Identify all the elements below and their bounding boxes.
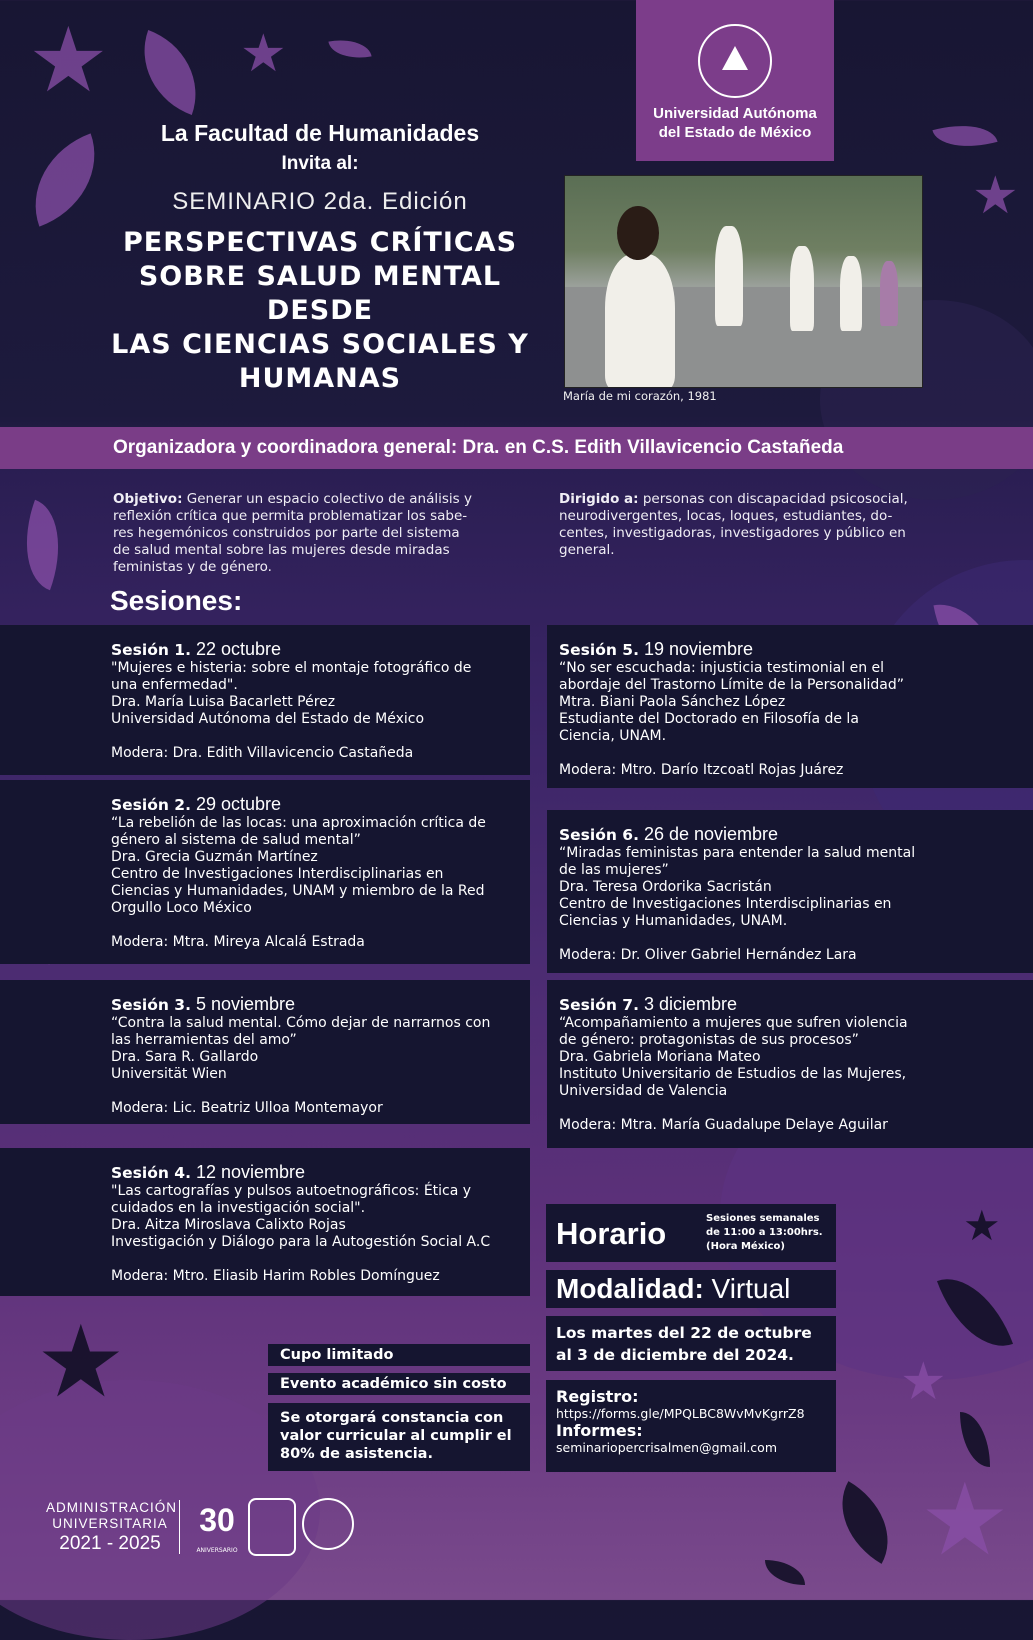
session-number: Sesión 6. — [559, 826, 639, 844]
title-line: HUMANAS — [238, 363, 402, 394]
invite-line: La Facultad de Humanidades — [160, 120, 480, 146]
anniversary-logo-icon: 30 ANIVERSARIO — [193, 1498, 241, 1556]
session-date: 19 noviembre — [638, 639, 754, 659]
session-detail: “Contra la salud mental. Cómo dejar de narrarnos con — [111, 1015, 491, 1031]
admin-years: 2021 - 2025 — [59, 1533, 161, 1554]
leaf-decoration — [328, 35, 371, 64]
session-detail: Dra. Sara R. Gallardo — [111, 1049, 259, 1065]
modality-label: Modalidad: — [556, 1273, 704, 1304]
free-event-badge: Evento académico sin costo — [268, 1373, 530, 1395]
session-date: 12 noviembre — [190, 1162, 306, 1182]
modality-value: Virtual — [703, 1273, 791, 1304]
session-detail: Dra. María Luisa Bacarlett Pérez — [111, 694, 336, 710]
admin-line: ADMINISTRACIÓN — [46, 1500, 178, 1515]
dates-box — [546, 1316, 836, 1371]
schedule-box — [546, 1204, 836, 1262]
session-card — [0, 1148, 530, 1296]
audience-text: general. — [559, 542, 615, 558]
session-detail: "Las cartografías y pulsos autoetnográficos: Ética y — [111, 1183, 472, 1199]
session-detail: Dra. Aitza Miroslava Calixto Rojas — [111, 1217, 346, 1233]
admin-line: UNIVERSITARIA — [52, 1516, 168, 1531]
session-date: 5 noviembre — [190, 994, 296, 1014]
dates-line: al 3 de diciembre del 2024. — [556, 1346, 794, 1364]
schedule-detail-line: de 11:00 a 13:00hrs. — [706, 1227, 823, 1238]
star-decoration: ★ — [28, 8, 109, 113]
session-moderator: Modera: Dr. Oliver Gabriel Hernández Lara — [559, 947, 857, 963]
session-detail: “Acompañamiento a mujeres que sufren violencia — [559, 1015, 908, 1031]
faculty-seal-icon — [248, 1498, 296, 1556]
audience-text: personas con discapacidad psicosocial, — [638, 491, 908, 507]
session-moderator: Modera: Mtra. María Guadalupe Delaye Aguilar — [559, 1117, 888, 1133]
audience-text: centes, investigadoras, investigadores y público en — [559, 525, 906, 541]
title-line: PERSPECTIVAS CRÍTICAS — [122, 227, 518, 258]
session-moderator: Modera: Mtro. Darío Itzcoatl Rojas Juárez — [559, 762, 844, 778]
session-detail: “La rebelión de las locas: una aproximación crítica de — [111, 815, 486, 831]
title-line: SOBRE SALUD MENTAL — [138, 261, 502, 292]
session-card — [547, 980, 1033, 1148]
certificate-line: valor curricular al cumplir el — [280, 1428, 512, 1444]
certificate-line: 80% de asistencia. — [280, 1446, 433, 1462]
info-email-link[interactable]: seminariopercrisalmen@gmail.com — [556, 1440, 777, 1455]
star-decoration: ★ — [240, 24, 287, 84]
star-decoration: ★ — [963, 1201, 1001, 1250]
leaf-decoration — [765, 1560, 805, 1585]
title-line: DESDE — [266, 295, 374, 326]
session-detail: “Miradas feministas para entender la salud mental — [559, 845, 916, 861]
university-seal-icon — [698, 24, 772, 98]
star-decoration: ★ — [900, 1352, 947, 1412]
star-decoration: ★ — [972, 166, 1019, 226]
leaf-decoration — [821, 1481, 909, 1564]
session-detail: Centro de Investigaciones Interdisciplinarias en — [111, 866, 444, 882]
session-date: 22 octubre — [190, 639, 282, 659]
session-date: 3 diciembre — [638, 994, 738, 1014]
session-number: Sesión 3. — [111, 996, 191, 1014]
star-decoration: ★ — [920, 1461, 1010, 1578]
session-detail: las herramientas del amo” — [111, 1032, 297, 1048]
sessions-heading: Sesiones: — [110, 585, 243, 616]
audience-paragraph — [559, 491, 979, 559]
session-detail: abordaje del Trastorno Límite de la Personalidad” — [559, 677, 905, 693]
film-still-photo — [564, 175, 923, 388]
session-card — [0, 980, 530, 1124]
session-detail: de género: protagonistas de sus procesos” — [559, 1032, 859, 1048]
photo-figure — [790, 246, 814, 331]
photo-figure — [880, 261, 898, 326]
leaf-decoration — [126, 30, 214, 115]
objective-text: res hegemónicos construidos por parte del sistema — [113, 525, 460, 541]
schedule-detail-line: (Hora México) — [706, 1241, 785, 1252]
registration-label: Registro: — [556, 1387, 639, 1406]
schedule-detail — [706, 1212, 823, 1254]
session-moderator: Modera: Dra. Edith Villavicencio Castañeda — [111, 745, 414, 761]
star-decoration: ★ — [36, 1303, 126, 1420]
session-card — [547, 810, 1033, 973]
session-detail: Dra. Teresa Ordorika Sacristán — [559, 879, 772, 895]
session-detail: Ciencias y Humanidades, UNAM y miembro de la Red — [111, 883, 485, 899]
leaf-decoration — [960, 1412, 990, 1467]
leaf-decoration — [8, 500, 78, 591]
logo-caption: ANIVERSARIO — [196, 1547, 238, 1554]
session-detail: género al sistema de salud mental” — [111, 832, 361, 848]
session-card — [0, 625, 530, 775]
administration-logo — [46, 1500, 178, 1554]
session-number: Sesión 4. — [111, 1164, 191, 1182]
session-detail: Centro de Investigaciones Interdisciplinarias en — [559, 896, 892, 912]
session-date: 29 octubre — [190, 794, 282, 814]
objective-label: Objetivo: — [113, 491, 183, 507]
session-moderator: Modera: Mtro. Eliasib Harim Robles Domínguez — [111, 1268, 440, 1284]
organizer-banner: Organizadora y coordinadora general: Dra. en C.S. Edith Villavicencio Castañeda — [0, 427, 1033, 469]
session-detail: Investigación y Diálogo para la Autogestión Social A.C — [111, 1234, 491, 1250]
objective-text: de salud mental sobre las mujeres desde miradas — [113, 542, 450, 558]
session-moderator: Modera: Mtra. Mireya Alcalá Estrada — [111, 934, 365, 950]
photo-figure — [715, 226, 743, 326]
session-detail: Universidad Autónoma del Estado de México — [111, 711, 425, 727]
session-detail: Orgullo Loco México — [111, 900, 252, 916]
session-detail: Ciencia, UNAM. — [559, 728, 667, 744]
university-name-line: Universidad Autónoma — [653, 105, 817, 122]
certificate-note — [268, 1403, 530, 1471]
session-detail: Estudiante del Doctorado en Filosofía de la — [559, 711, 859, 727]
university-name-line: del Estado de México — [658, 124, 812, 141]
dates-line: Los martes del 22 de octubre — [556, 1324, 812, 1342]
schedule-label: Horario — [556, 1216, 667, 1251]
seminar-edition: SEMINARIO 2da. Edición — [172, 188, 468, 215]
session-card — [0, 780, 530, 964]
photo-figure — [605, 254, 675, 388]
objective-text: Generar un espacio colectivo de análisis y — [182, 491, 472, 507]
seminar-title — [105, 226, 535, 396]
session-detail: Dra. Gabriela Moriana Mateo — [559, 1049, 761, 1065]
invite-subline: Invita al: — [281, 153, 359, 174]
session-detail: Ciencias y Humanidades, UNAM. — [559, 913, 788, 929]
audience-text: neurodivergentes, locas, loques, estudiantes, do- — [559, 508, 893, 524]
objective-text: reflexión crítica que permita problematizar los sabe- — [113, 508, 468, 524]
schedule-detail-line: Sesiones semanales — [706, 1213, 820, 1224]
humanities-logo-icon — [302, 1498, 354, 1550]
modality-box — [546, 1270, 836, 1308]
session-detail: Universidad de Valencia — [559, 1083, 728, 1099]
university-badge — [636, 0, 834, 161]
session-detail: Instituto Universitario de Estudios de las Mujeres, — [559, 1066, 907, 1082]
session-number: Sesión 5. — [559, 641, 639, 659]
leaf-decoration — [932, 115, 997, 158]
session-number: Sesión 2. — [111, 796, 191, 814]
leaf-decoration — [15, 133, 114, 226]
photo-caption: María de mi corazón, 1981 — [563, 389, 717, 403]
session-number: Sesión 7. — [559, 996, 639, 1014]
session-number: Sesión 1. — [111, 641, 191, 659]
objective-text: feministas y de género. — [113, 559, 272, 575]
session-detail: Dra. Grecia Guzmán Martínez — [111, 849, 318, 865]
session-detail: de las mujeres” — [559, 862, 669, 878]
registration-box — [546, 1380, 836, 1472]
session-detail: una enfermedad". — [111, 677, 238, 693]
session-card — [547, 625, 1033, 788]
photo-figure — [840, 256, 862, 331]
session-detail: Universität Wien — [111, 1066, 227, 1082]
title-line: LAS CIENCIAS SOCIALES Y — [111, 329, 529, 360]
info-label: Informes: — [556, 1421, 643, 1440]
registration-link[interactable]: https://forms.gle/MPQLBC8WvMvKgrrZ8 — [556, 1406, 805, 1421]
audience-label: Dirigido a: — [559, 491, 639, 507]
session-moderator: Modera: Lic. Beatriz Ulloa Montemayor — [111, 1100, 383, 1116]
footer-divider — [179, 1500, 180, 1554]
session-detail: cuidados en la investigación social". — [111, 1200, 366, 1216]
objective-paragraph — [113, 491, 513, 576]
session-detail: Mtra. Biani Paola Sánchez López — [559, 694, 786, 710]
photo-figure-head — [617, 206, 659, 260]
session-detail: "Mujeres e histeria: sobre el montaje fotográfico de — [111, 660, 472, 676]
limited-seats-badge: Cupo limitado — [268, 1344, 530, 1366]
session-date: 26 de noviembre — [638, 824, 779, 844]
session-detail: “No ser escuchada: injusticia testimonial en el — [559, 660, 885, 676]
certificate-line: Se otorgará constancia con — [280, 1410, 504, 1426]
